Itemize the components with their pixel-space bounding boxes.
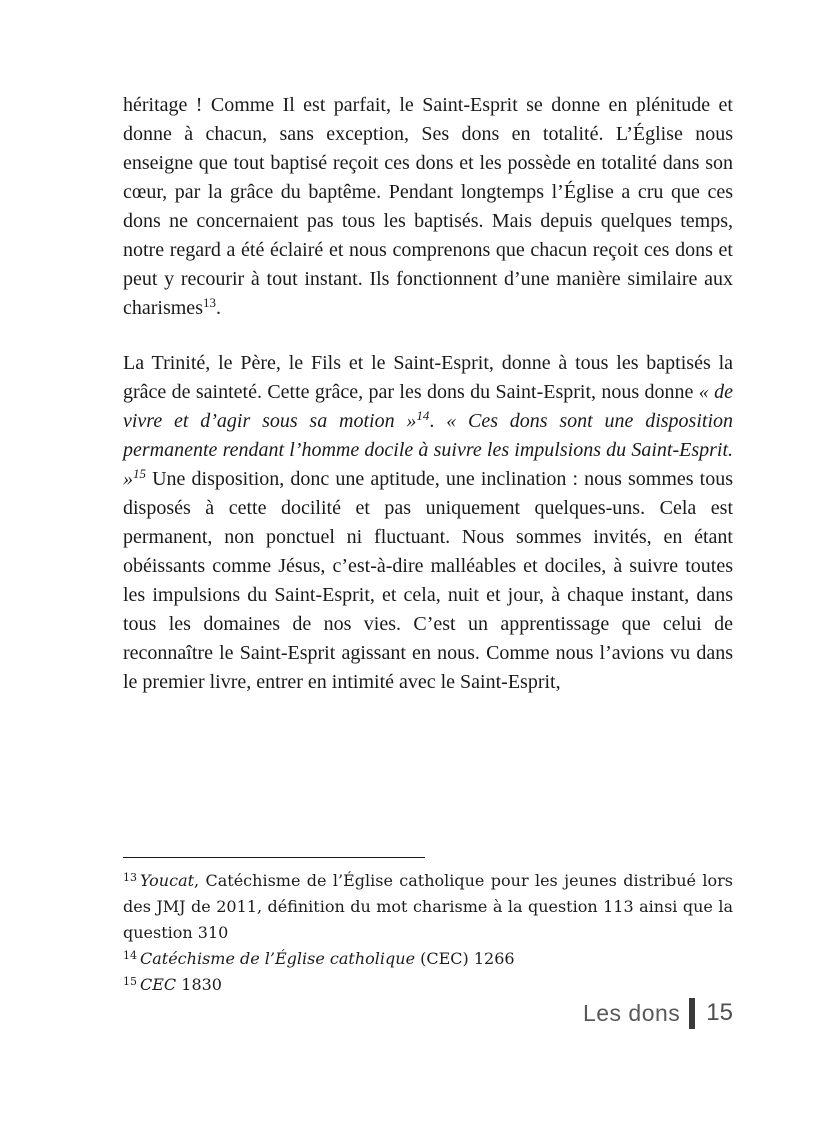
footnote-reference-15: 15 — [133, 465, 146, 481]
footnote-reference-13: 13 — [202, 294, 216, 310]
paragraph-2-lead: La Trinité, le Père, le Fils et le Saint-Esprit, donne à tous les baptisés la grâce de sainteté. Cette grâce, par les dons du Saint-Esprit, nous donne — [123, 352, 733, 403]
paragraph-2-tail: Une disposition, donc une aptitude, une inclination : nous sommes tous disposés à cette docilité et pas uniquement quelques-uns. Cela est permanent, non ponctuel ni fluctuant. Nous sommes invités, en étant obéissants comme Jésus, c’est-à-dire malléables et dociles, à suivre toutes les impulsions du Saint-Esprit, et cela, nuit et jour, à chaque instant, dans tous les domaines de nos vies. C’est un apprentissage que celui de reconnaître le Saint-Esprit agissant en nous. Comme nous l’avions vu dans le premier livre, entrer en intimité avec le Saint-Esprit, — [123, 468, 733, 693]
paragraph-2-between: . — [429, 410, 447, 432]
footnote-15-text: 1830 — [176, 975, 222, 994]
page-body-text — [123, 91, 733, 697]
paragraph-1-period: . — [215, 297, 221, 319]
footnote-13 — [123, 868, 733, 946]
footnote-15-source: CEC — [140, 975, 177, 994]
chapter-title: Les dons — [582, 999, 681, 1026]
footnote-14-marker: 14 — [123, 949, 137, 963]
footnote-reference-14: 14 — [416, 407, 430, 423]
footer-divider-bar — [689, 998, 695, 1029]
quotation-2: « Ces dons sont une disposition permanente rendant l’homme docile à suivre les impulsions du Saint-Esprit. » — [123, 410, 734, 490]
footnote-14 — [123, 946, 733, 972]
paragraph-1-text: héritage ! Comme Il est parfait, le Saint-Esprit se donne en plénitude et donne à chacun, sans exception, Ses dons en totalité. L’Église nous enseigne que tout baptisé reçoit ces dons et les possède en totalité dans son cœur, par la grâce du baptême. Pendant longtemps l’Église a cru que ces dons ne concernaient pas tous les baptisés. Mais depuis quelques temps, notre regard a été éclairé et nous comprenons que chacun reçoit ces dons et peut y recourir à tout instant. Ils fonctionnent d’une manière similaire aux charismes — [123, 94, 733, 319]
quotation-1: « de vivre et d’agir sous sa motion » — [123, 381, 733, 432]
page-footer — [583, 994, 733, 1032]
footnote-13-source: Youcat — [140, 871, 195, 890]
paragraph-1 — [123, 91, 733, 323]
footnote-separator-rule — [123, 857, 425, 858]
footnote-13-text: , Catéchisme de l’Église catholique pour les jeunes distribué lors des JMJ de 2011, définition du mot charisme à la question 113 ainsi que la question 310 — [123, 871, 733, 942]
footnote-15-marker: 15 — [123, 975, 137, 989]
footnote-14-source: Catéchisme de l’Église catholique — [140, 949, 416, 968]
page-number: 15 — [706, 999, 733, 1026]
footnote-13-marker: 13 — [123, 871, 137, 885]
paragraph-2 — [123, 349, 733, 697]
footnotes-section — [123, 857, 733, 998]
footnote-14-text: (CEC) 1266 — [415, 949, 515, 968]
